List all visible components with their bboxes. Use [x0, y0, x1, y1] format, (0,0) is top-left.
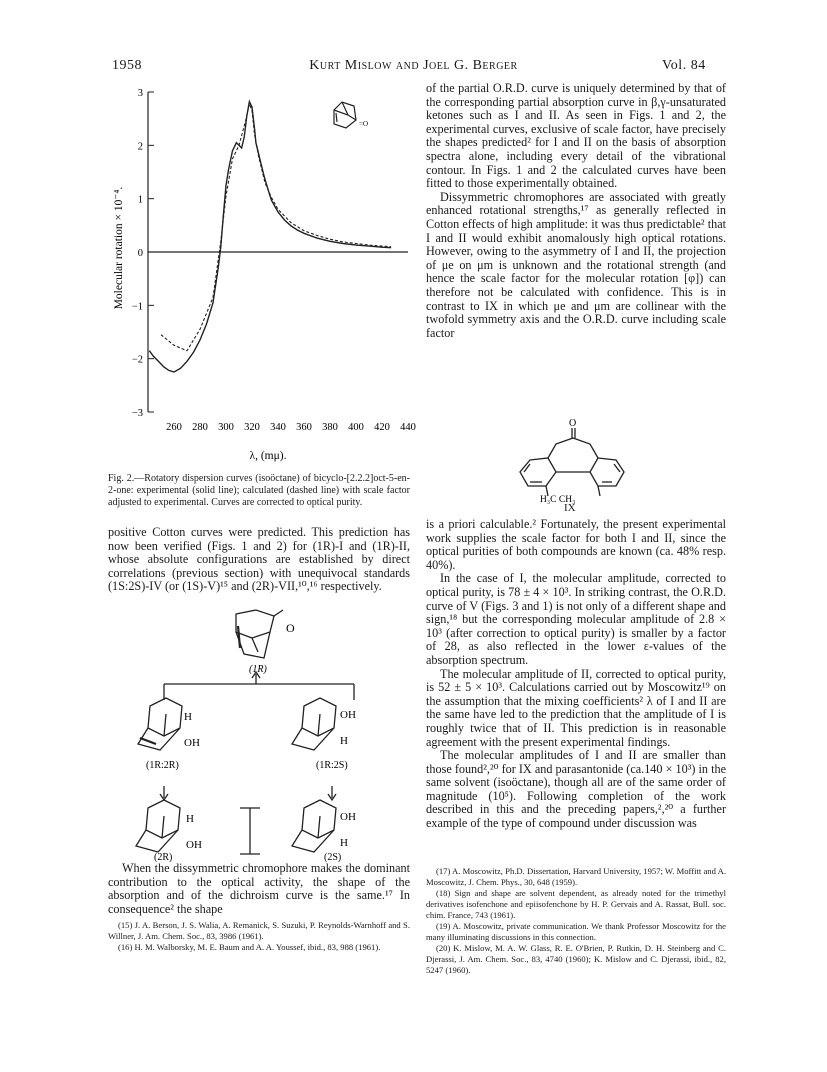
paragraph: Dissymmetric chromophores are associated with greatly enhanced rotational strengths,¹⁷ as generally reflected in Cotton effects of high amplitude: it was thus predictable² that I and II would exhibit anomalously high optical rotations. However, owing to the asymmetry of I and II, the projection of μe on μm is unknown and the rotational strength (and hence the scale factor for the molecular rotation [φ]) can therefore not be calculated with confidence. This is in contrast to IX in which μe and μm are collinear with the twofold symmetry axis and the O.R.D. curve including scale factor [426, 189, 726, 340]
x-tick-label: 360 [296, 422, 312, 433]
footnote-16: (16) H. M. Walborsky, M. E. Baum and A. A. Youssef, ibid., 83, 988 (1961). [118, 942, 381, 952]
scheme-h-label: H [184, 711, 192, 723]
x-tick-label: 280 [192, 422, 208, 433]
compound-ix-label: IX [564, 502, 576, 514]
x-tick-label: 400 [348, 422, 364, 433]
paragraph: is a priori calculable.² Fortunately, the present experimental work supplies the scale factor for both I and II, since the optical purities of both compounds are known (ca. 48% resp. 40%). [426, 517, 726, 572]
page-number: 1958 [112, 58, 142, 73]
left-column-bottom-paragraph: When the dissymmetric chromophore makes the dominant contribution to the optical activity, the shape of the absorption and of the dichroism curve is the same.¹⁷ In consequence² the shape [108, 861, 410, 916]
y-tick-label: −2 [131, 354, 143, 366]
footnote-17: (17) A. Moscowitz, Ph.D. Dissertation, Harvard University, 1957; W. Moffitt and A. Moscowitz, J. Chem. Phys., 30, 648 (1959). [426, 866, 726, 887]
y-tick-label: 0 [137, 248, 143, 259]
experimental-curve [149, 102, 391, 372]
chart-axes [148, 92, 408, 412]
ix-oxygen-label: O [569, 418, 577, 429]
inset-bicyclooctenone-structure [334, 102, 356, 128]
y-tick-label: −1 [131, 301, 143, 313]
footnote-19: (19) A. Moscowitz, private communication. We thank Professor Moscowitz for the many illuminating discussions in this connection. [426, 921, 726, 942]
scheme-label-1R: (1R) [249, 664, 267, 675]
x-tick-label: 440 [400, 422, 416, 433]
compound-ix-structure [500, 420, 650, 504]
x-tick-label: 340 [270, 422, 286, 433]
right-column-main-text [426, 518, 726, 831]
left-column-paragraph: positive Cotton curves were predicted. This prediction has now been verified (Figs. 1 and 2) for (1R)-I and (1R)-II, whose absolute configurations are established by direct correlations (previous section) with unequivocal standards (1S:2S)-IV (or (1S)-V)¹⁵ and (2R)-VII,¹⁰,¹⁶ respectively. [108, 525, 410, 594]
right-column-top-text [426, 82, 726, 340]
scheme-h-label: H [340, 837, 348, 849]
scheme-oh-label: OH [340, 811, 356, 823]
ix-methyl-labels: H₃C CH₃ [540, 495, 576, 505]
scheme-oxygen-label: O [286, 621, 295, 635]
ord-chart [108, 82, 416, 467]
left-footnotes [108, 920, 410, 953]
scheme-h-label: H [340, 735, 348, 747]
x-tick-label: 260 [166, 422, 182, 433]
paragraph: The molecular amplitude of II, corrected to optical purity, is 52 ± 5 × 10³. Calculations carried out by Moscowitz¹⁹ on the assumption that the mixing coefficients² λ of I and II are the same have led to the prediction that the amplitude of I is roughly twice that of II. This prediction is in reasonable agreement with the present experimental findings. [426, 666, 726, 749]
y-axis-label: Molecular rotation × 10⁻⁴. [113, 186, 125, 310]
paragraph: of the partial O.R.D. curve is uniquely determined by that of the corresponding partial absorption curve in β,γ-unsaturated ketones such as I and II. As seen in Figs. 1 and 2, the experimental curves, exclusive of scale factor, have precisely the shapes predicted² for I and II on the basis of absorption spectra alone, including every detail of the vibrational contour. In Figs. 1 and 2 the calculated curves have been fitted to those experimentally obtained. [426, 81, 726, 191]
scheme-label-1R2S: (1R:2S) [316, 760, 348, 771]
figure-2-caption: Fig. 2.—Rotatory dispersion curves (isoöctane) of bicyclo-[2.2.2]oct-5-en-2-one: experimental (solid line); calculated (dashed line) with scale factor adjusted to experimental. Curves are corrected to optical purity. [108, 473, 410, 508]
footnote-20: (20) K. Mislow, M. A. W. Glass, R. E. O'Brien, P. Rutkin, D. H. Steinberg and C. Djerassi, J. Am. Chem. Soc., 83, 4740 (1960); K. Mislow and C. Djerassi, ibid., 82, 5247 (1960). [426, 943, 726, 975]
scheme-oh-label: OH [340, 709, 356, 721]
scheme-oh-label: OH [186, 839, 202, 851]
paragraph: In the case of I, the molecular amplitude, corrected to optical purity, is 78 ± 4 × 10³. In striking contrast, the O.R.D. curve of V (Figs. 3 and 1) is not only of a different shape and sign,¹⁸ but the corresponding molecular amplitude of 2.8 × 10³ (after correction to optical purity) is smaller by a factor of 28, as also reflected in the lower ε-values of the absorption spectrum. [426, 571, 726, 667]
footnote-15: (15) J. A. Berson, J. S. Walia, A. Remanick, S. Suzuki, P. Reynolds-Warnhoff and S. Willner, J. Am. Chem. Soc., 83, 3986 (1961). [108, 920, 410, 941]
x-tick-label: 320 [244, 422, 260, 433]
scheme-label-2S: (2S) [324, 852, 342, 863]
scheme-label-2R: (2R) [154, 852, 173, 863]
y-tick-label: 3 [137, 88, 143, 99]
inset-oxo-label: =O [359, 120, 369, 128]
correlation-scheme [108, 608, 410, 863]
y-tick-label: −3 [131, 408, 143, 419]
x-tick-label: 380 [322, 422, 338, 433]
scheme-label-1R2R: (1R:2R) [146, 760, 179, 771]
running-title: Kurt Mislow and Joel G. Berger [309, 58, 518, 73]
x-tick-label: 420 [374, 422, 390, 433]
y-tick-label: 2 [137, 141, 143, 153]
footnote-18: (18) Sign and shape are solvent dependent, as already noted for the trimethyl derivatives isofenchone and epiisofenchone by H. P. Gervais and A. Rassat, Bull. soc. chim. France, 743 (1961). [426, 888, 726, 920]
calculated-curve [161, 104, 391, 351]
scheme-oh-label: OH [184, 737, 200, 749]
scheme-h-label: H [186, 813, 194, 825]
x-axis-label: λ, (mμ). [249, 450, 287, 462]
volume-number: Vol. 84 [662, 58, 706, 73]
right-footnotes [426, 866, 726, 976]
paragraph: The molecular amplitudes of I and II are smaller than those found²,²⁰ for IX and parasantonide (ca.140 × 10³) in the same solvent (isoöctane), though all are of the same order of magnitude (10⁵). Following completion of the work described in this and the preceding papers,²,²⁰ a further example of the type of compound under discussion was [426, 748, 726, 831]
x-tick-label: 300 [218, 422, 234, 433]
y-tick-label: 1 [137, 194, 143, 206]
